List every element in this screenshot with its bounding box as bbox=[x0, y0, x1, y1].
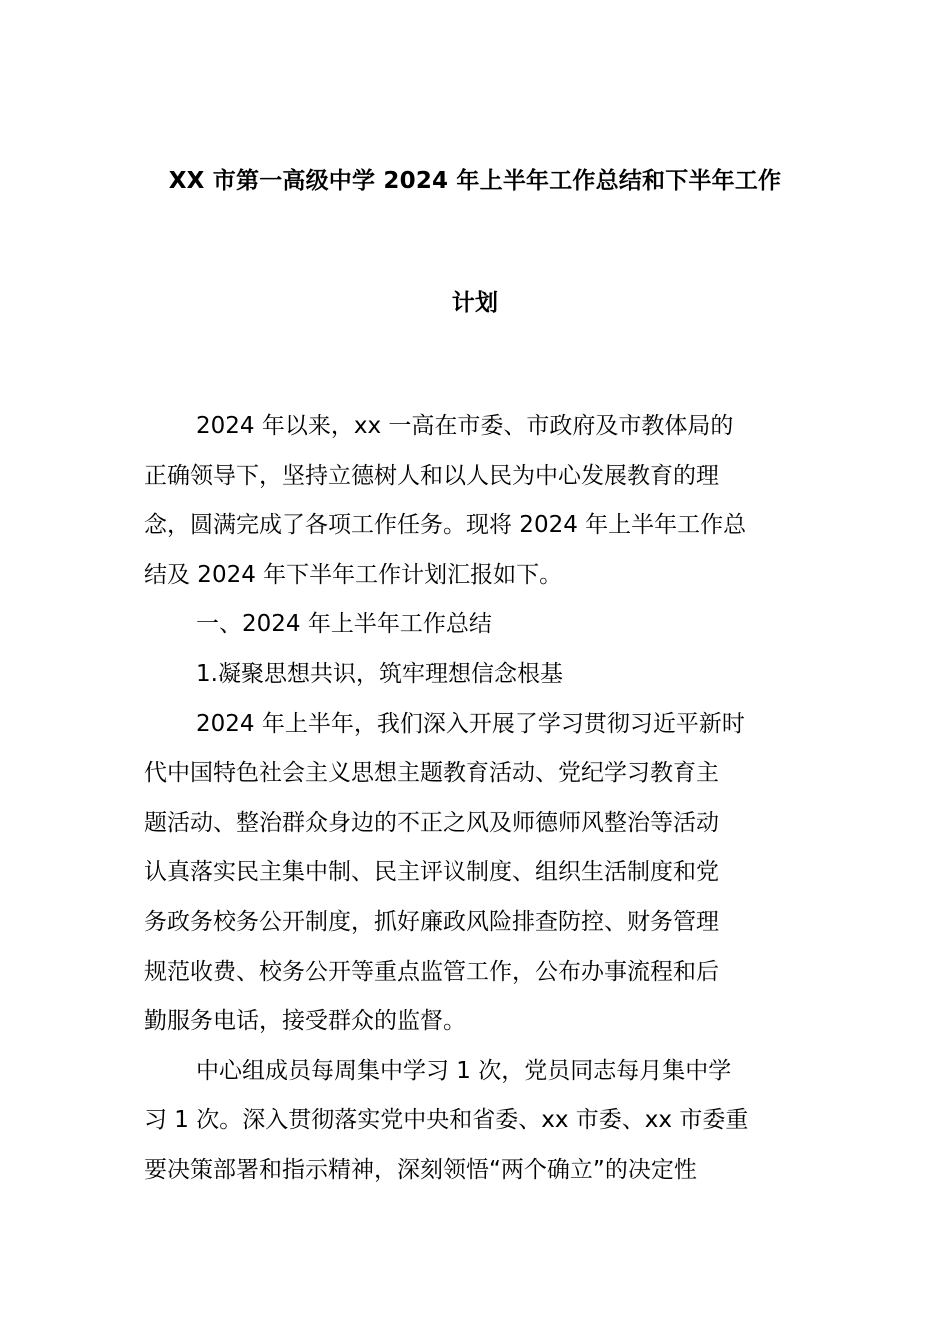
document-title-line-2: 计划 bbox=[451, 290, 499, 316]
paragraph-line: 勤服务电话，接受群众的监督。 bbox=[144, 1008, 466, 1035]
paragraph-line: 念，圆满完成了各项工作任务。现将 2024 年上半年工作总 bbox=[144, 512, 747, 539]
document-body bbox=[144, 402, 806, 1196]
paragraph-line: 要决策部署和指示精神，深刻领悟“两个确立”的决定性 bbox=[144, 1156, 697, 1183]
paragraph-line: 题活动、整治群众身边的不正之风及师德师风整治等活动 bbox=[144, 809, 719, 836]
paragraph-line: 中心组成员每周集中学习 1 次，党员同志每月集中学 bbox=[196, 1057, 732, 1084]
paragraph-line: 规范收费、校务公开等重点监管工作，公布办事流程和后 bbox=[144, 958, 719, 985]
paragraph-line: 2024 年上半年，我们深入开展了学习贯彻习近平新时 bbox=[196, 710, 745, 737]
paragraph-line: 务政务校务公开制度，抓好廉政风险排查防控、财务管理 bbox=[144, 908, 719, 935]
paragraph-line: 代中国特色社会主义思想主题教育活动、党纪学习教育主 bbox=[144, 760, 719, 787]
paragraph-line: 结及 2024 年下半年工作计划汇报如下。 bbox=[144, 561, 563, 588]
paragraph-line: 正确领导下，坚持立德树人和以人民为中心发展教育的理 bbox=[144, 462, 719, 489]
paragraph-line: 认真落实民主集中制、民主评议制度、组织生活制度和党 bbox=[144, 859, 719, 886]
subsection-heading: 1.凝聚思想共识，筑牢理想信念根基 bbox=[196, 660, 563, 687]
section-heading: 一、2024 年上半年工作总结 bbox=[196, 611, 492, 638]
paragraph-line: 2024 年以来，xx 一高在市委、市政府及市教体局的 bbox=[196, 413, 734, 439]
document-title-line-1: XX 市第一高级中学 2024 年上半年工作总结和下半年工作 bbox=[168, 168, 782, 194]
paragraph-line: 习 1 次。深入贯彻落实党中央和省委、xx 市委、xx 市委重 bbox=[144, 1107, 749, 1134]
